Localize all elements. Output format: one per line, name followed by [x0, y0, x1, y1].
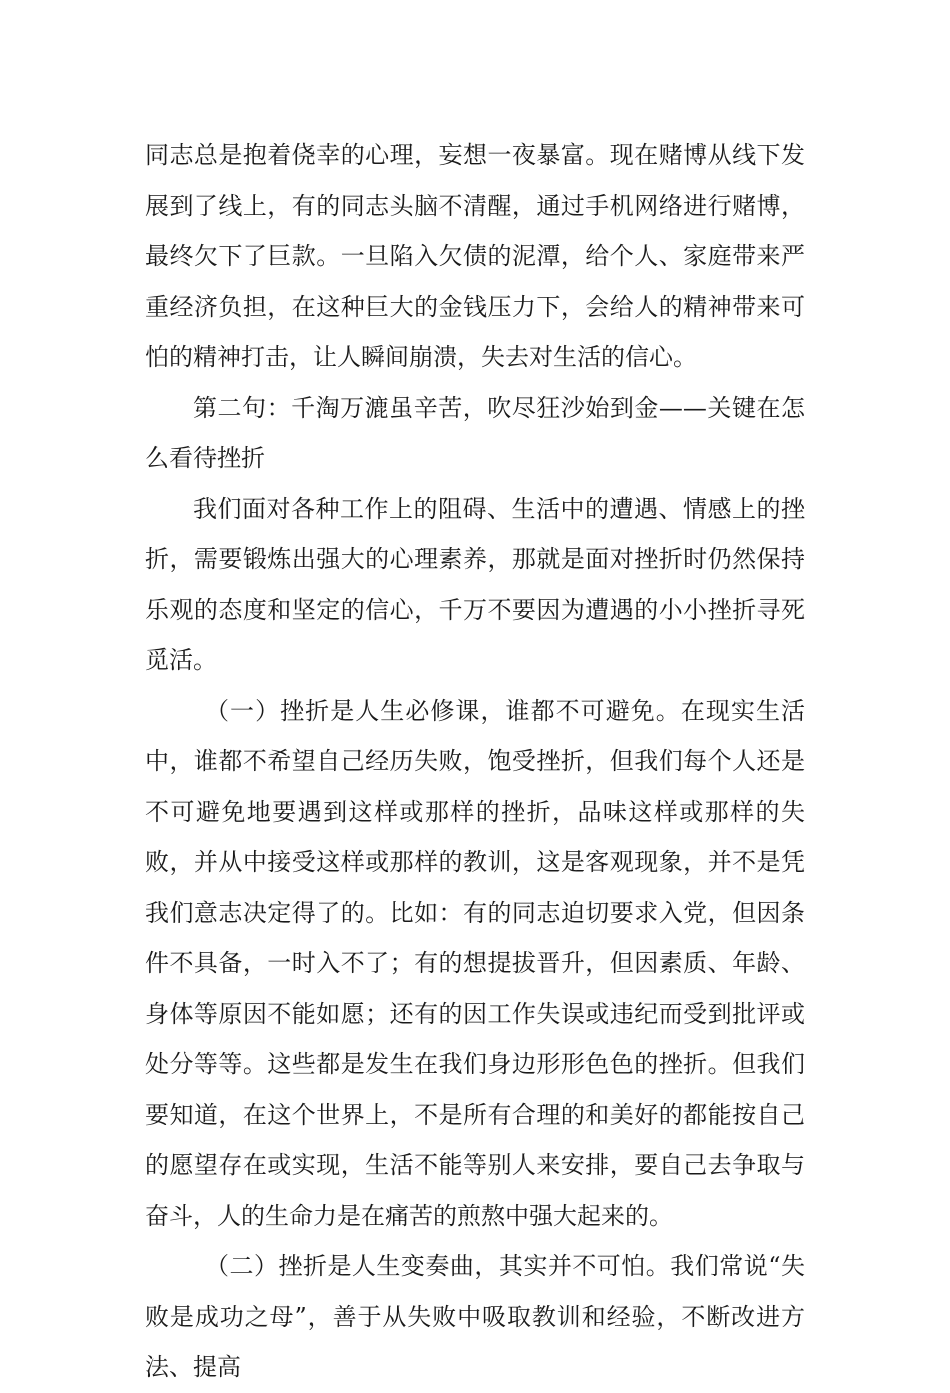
section-heading: 第二句：千淘万漉虽辛苦，吹尽狂沙始到金——关键在怎么看待挫折 [145, 393, 805, 472]
paragraph: 我们面对各种工作上的阻碍、生活中的遭遇、情感上的挫折，需要锻炼出强大的心理素养，那就是面对挫折时仍然保持乐观的态度和坚定的信心，千万不要因为遭遇的小小挫折寻死觅活。 [145, 494, 805, 674]
document-body [145, 130, 805, 1393]
paragraph-continued: 同志总是抱着侥幸的心理，妄想一夜暴富。现在赌博从线下发展到了线上，有的同志头脑不清醒，通过手机网络进行赌博，最终欠下了巨款。一旦陷入欠债的泥潭，给个人、家庭带来严重经济负担，在这种巨大的金钱压力下，会给人的精神带来可怕的精神打击，让人瞬间崩溃，失去对生活的信心。 [145, 141, 805, 371]
paragraph-point-two: （二）挫折是人生变奏曲，其实并不可怕。我们常说“失败是成功之母”，善于从失败中吸取教训和经验，不断改进方法、提高 [145, 1252, 805, 1381]
paragraph-point-one: （一）挫折是人生必修课，谁都不可避免。在现实生活中，谁都不希望自己经历失败，饱受挫折，但我们每个人还是不可避免地要遇到这样或那样的挫折，品味这样或那样的失败，并从中接受这样或那样的教训，这是客观现象，并不是凭我们意志决定得了的。比如：有的同志迫切要求入党，但因条件不具备，一时入不了；有的想提拔晋升，但因素质、年龄、身体等原因不能如愿；还有的因工作失误或违纪而受到批评或处分等等。这些都是发生在我们身边形形色色的挫折。但我们要知道，在这个世界上，不是所有合理的和美好的都能按自己的愿望存在或实现，生活不能等别人来安排，要自己去争取与奋斗，人的生命力是在痛苦的煎熬中强大起来的。 [145, 696, 805, 1230]
